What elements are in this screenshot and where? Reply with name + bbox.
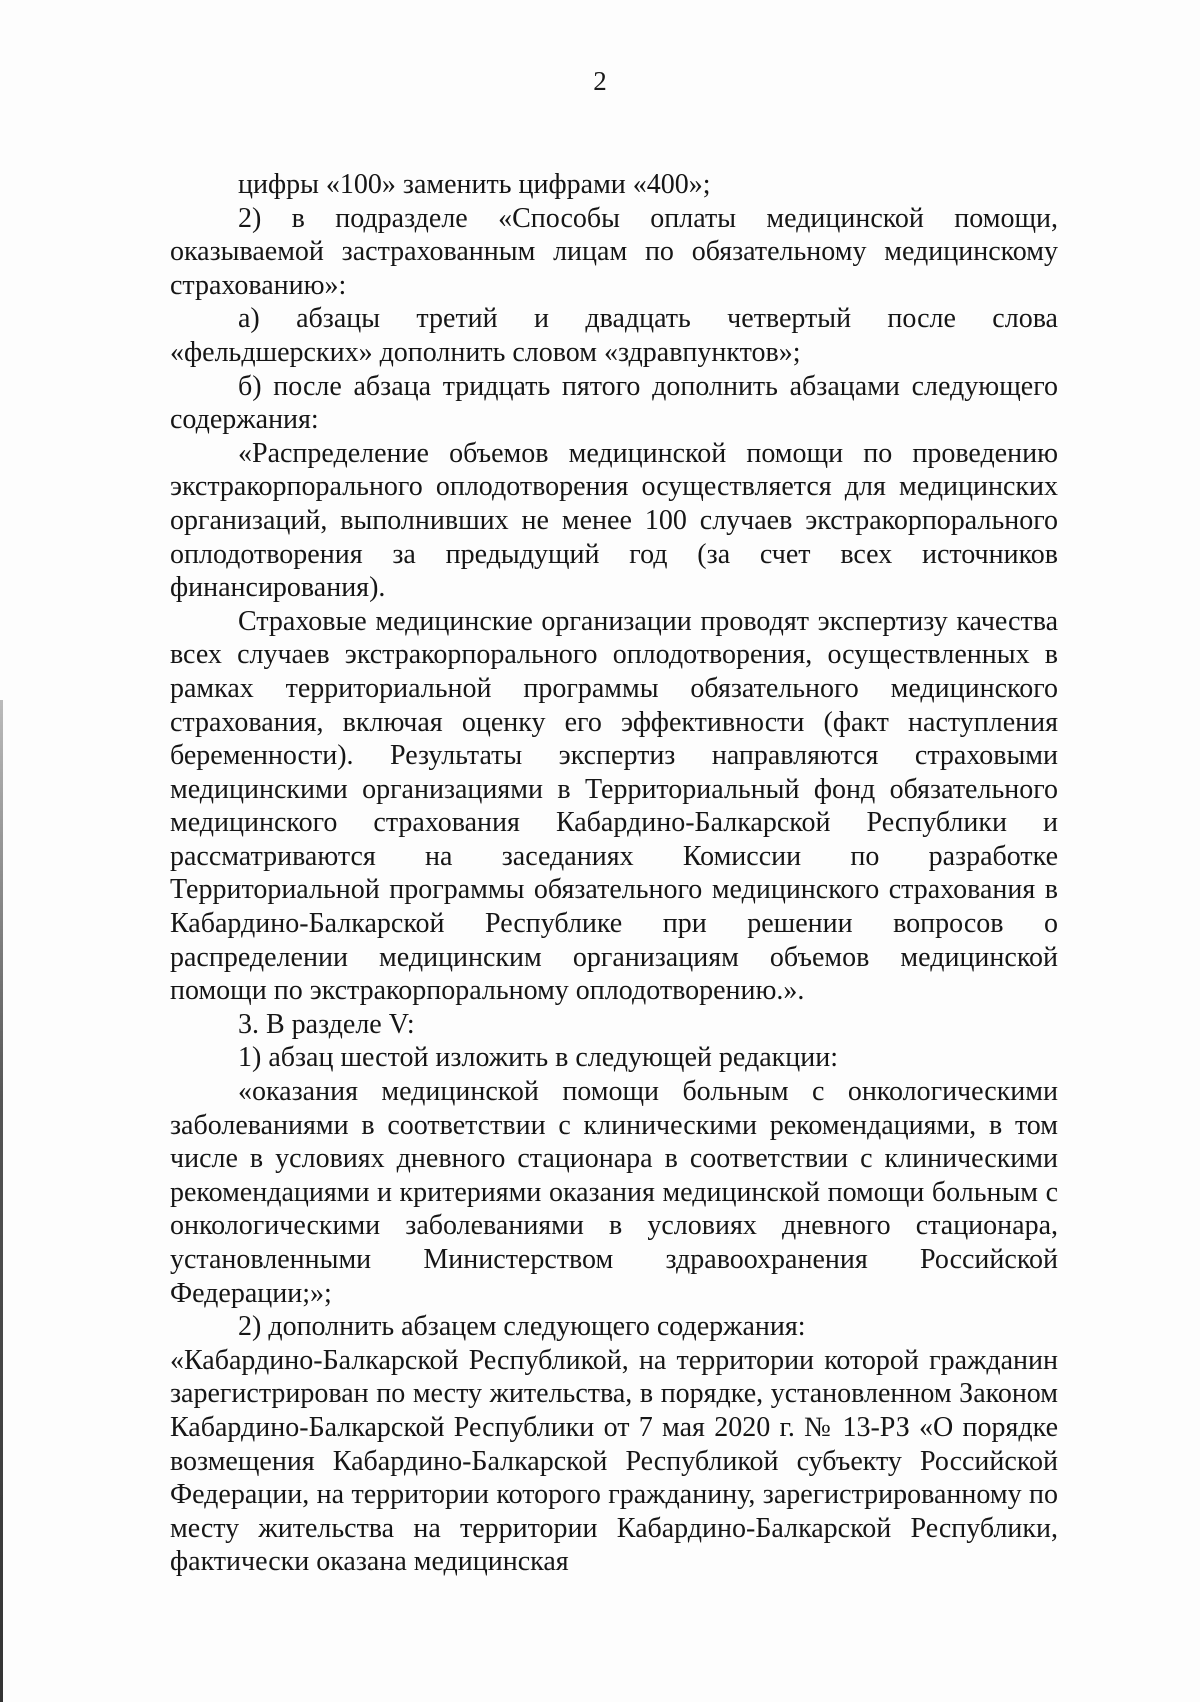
paragraph-oncology-care: «оказания медицинской помощи больным с онкологическими заболеваниями в соответствии с клиническими рекомендациями, в том числе в условиях дневного стационара в соответствии с клиническими рекомендациями и критериями оказания медицинской помощи больным с онкологическими заболеваниями в условиях дневного стационара, установленными Министерством здравоохранения Российской Федерации;»; [170,1076,1058,1309]
paragraph-item-1: 1) абзац шестой изложить в следующей редакции: [238,1042,838,1074]
paragraph-kbr-reimbursement: «Кабардино-Балкарской Республикой, на территории которой гражданин зарегистрирован по месту жительства, в порядке, установленном Законом Кабардино-Балкарской Республики от 7 мая 2020 г. № 13-РЗ «О порядке возмещения Кабардино-Балкарской Республикой субъекту Российской Федерации, на территории которого гражданину, зарегистрированному по месту жительства на территории Кабардино-Балкарской Республики, фактически оказана медицинская [170,1344,1058,1578]
paragraph-section-v: 3. В разделе V: [238,1008,415,1040]
document-body [170,168,1058,1579]
scan-edge-shadow [0,700,3,1702]
paragraph-ivf-distribution: «Распределение объемов медицинской помощи по проведению экстракорпорального оплодотворения осуществляется для медицинских организаций, выполнивших не менее 100 случаев экстракорпорального оплодотворения за предыдущий год (за счет всех источников финансирования). [170,437,1058,604]
page-number: 2 [593,66,607,96]
paragraph-payment-methods-subsection: 2) в подразделе «Способы оплаты медицинской помощи, оказываемой застрахованным лицам по обязательному медицинскому страхованию»: [170,202,1058,301]
paragraph-digits-replacement: цифры «100» заменить цифрами «400»; [238,169,711,200]
paragraph-item-a: а) абзацы третий и двадцать четвертый после слова «фельдшерских» дополнить словом «здравпунктов»; [170,303,1058,368]
paragraph-item-b: б) после абзаца тридцать пятого дополнить абзацами следующего содержания: [170,370,1058,436]
paragraph-item-2: 2) дополнить абзацем следующего содержания: [238,1311,806,1343]
paragraph-insurance-expertise: Страховые медицинские организации проводят экспертизу качества всех случаев экстракорпорального оплодотворения, осуществленных в рамках территориальной программы обязательного медицинского страхования, включая оценку его эффективности (факт наступления беременности). Результаты экспертиз направляются страховыми медицинскими организациями в Территориальный фонд обязательного медицинского страхования Кабардино-Балкарской Республики и рассматриваются на заседаниях Комиссии по разработке Территориальной программы обязательного медицинского страхования в Кабардино-Балкарской Республике при решении вопросов о распределении медицинским организациям объемов медицинской помощи по экстракорпоральному оплодотворению.». [170,605,1058,1007]
